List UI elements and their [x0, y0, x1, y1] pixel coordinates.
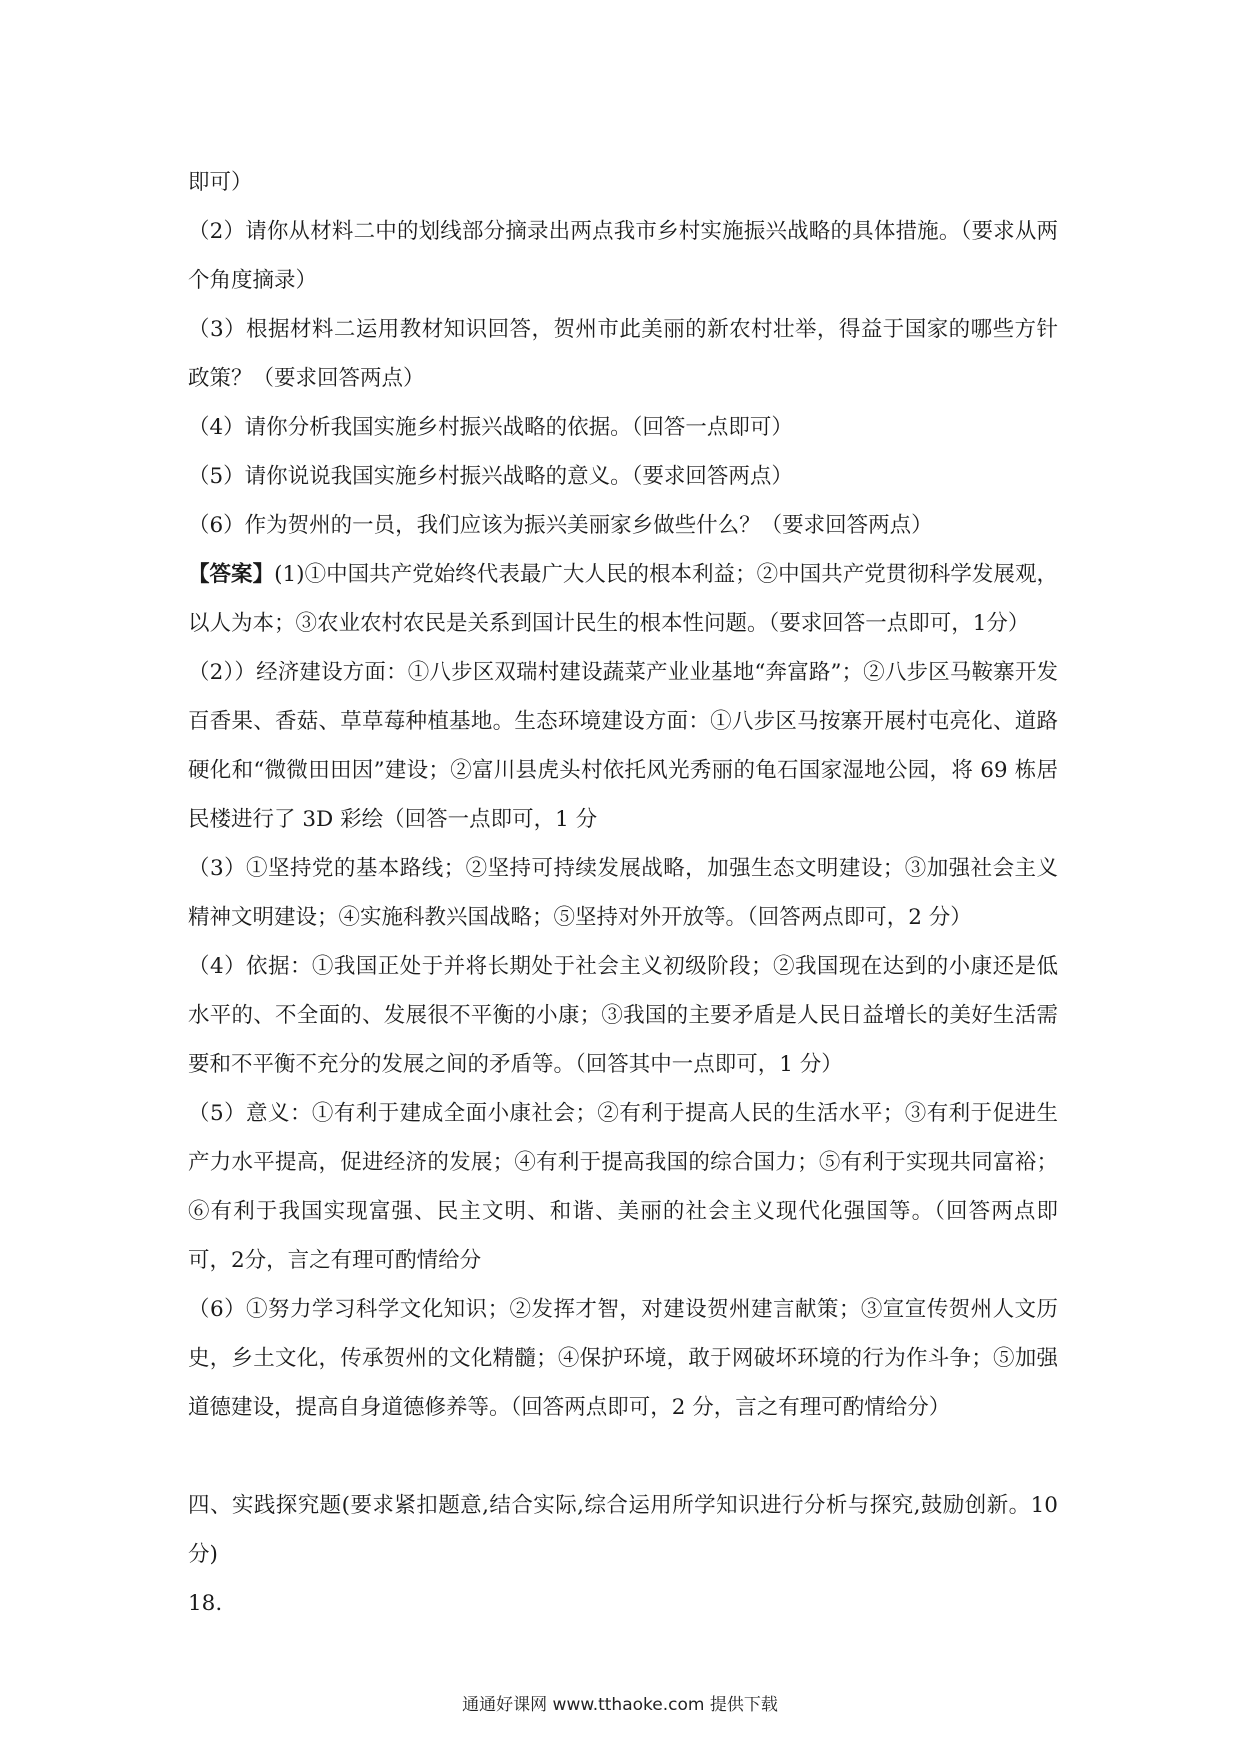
document-body: [188, 158, 1058, 1628]
answer-1: [188, 550, 1058, 648]
section-4-heading: 四、实践探究题(要求紧扣题意,结合实际,综合运用所学知识进行分析与探究,鼓励创新。10分): [188, 1493, 1058, 1567]
answer-2: （2））经济建设方面：①八步区双瑞村建设蔬菜产业业基地“奔富路”；②八步区马鞍寨开发百香果、香菇、草草莓种植基地。生态环境建设方面：①八步区马按寨开展村屯亮化、道路硬化和“微微田田因”建设；②富川县虎头村依托风光秀丽的龟石国家湿地公园，将 69 栋居民楼进行了 3D 彩绘（回答一点即可，1 分: [188, 660, 1058, 832]
question-2: （2）请你从材料二中的划线部分摘录出两点我市乡村实施振兴战略的具体措施。（要求从两个角度摘录）: [188, 219, 1058, 293]
question-18: 18.: [188, 1591, 223, 1616]
answer-6: （6）①努力学习科学文化知识；②发挥才智，对建设贺州建言献策；③宣宣传贺州人文历史，乡土文化，传承贺州的文化精髓；④保护环境，敢于网破坏环境的行为作斗争；⑤加强道德建设，提高自身道德修养等。（回答两点即可，2 分，言之有理可酌情给分）: [188, 1297, 1058, 1420]
answer-3: （3）①坚持党的基本路线；②坚持可持续发展战略，加强生态文明建设；③加强社会主义精神文明建设；④实施科教兴国战略；⑤坚持对外开放等。（回答两点即可，2 分）: [188, 856, 1058, 930]
answer-1-text: (1)①中国共产党始终代表最广大人民的根本利益；②中国共产党贯彻科学发展观，以人为本；③农业农村农民是关系到国计民生的根本性问题。（要求回答一点即可，1分）: [188, 562, 1058, 636]
page-footer: 通通好课网 www.tthaoke.com 提供下载: [462, 1695, 778, 1715]
question-6: （6）作为贺州的一员，我们应该为振兴美丽家乡做些什么？（要求回答两点）: [188, 513, 933, 538]
answer-tag: 【答案】: [188, 562, 275, 587]
line-continuation: 即可）: [188, 170, 253, 195]
question-3: （3）根据材料二运用教材知识回答，贺州市此美丽的新农村壮举，得益于国家的哪些方针政策？（要求回答两点）: [188, 317, 1058, 391]
question-4: （4）请你分析我国实施乡村振兴战略的依据。（回答一点即可）: [188, 415, 793, 440]
question-5: （5）请你说说我国实施乡村振兴战略的意义。（要求回答两点）: [188, 464, 793, 489]
answer-5: （5）意义：①有利于建成全面小康社会；②有利于提高人民的生活水平；③有利于促进生产力水平提高，促进经济的发展；④有利于提高我国的综合国力；⑤有利于实现共同富裕；⑥有利于我国实现富强、民主文明、和谐、美丽的社会主义现代化强国等。（回答两点即可，2分，言之有理可酌情给分: [188, 1101, 1058, 1273]
answer-4: （4）依据：①我国正处于并将长期处于社会主义初级阶段；②我国现在达到的小康还是低水平的、不全面的、发展很不平衡的小康；③我国的主要矛盾是人民日益增长的美好生活需要和不平衡不充分的发展之间的矛盾等。（回答其中一点即可，1 分）: [188, 954, 1058, 1077]
